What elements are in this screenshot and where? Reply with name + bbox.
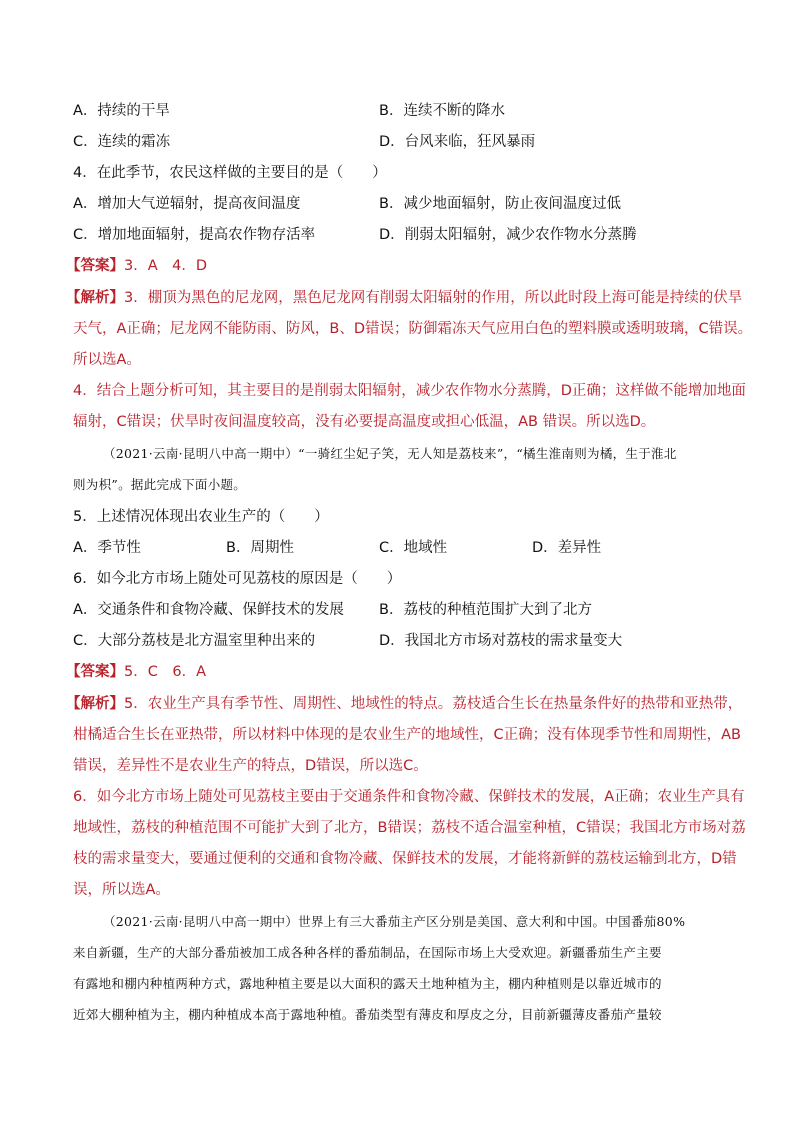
material-intro-2-line-1: （2021·云南·昆明八中高一期中）世界上有三大番茄主产区分别是美国、意大利和中国。中国番茄80% xyxy=(103,914,686,929)
answer-block-1 xyxy=(66,256,754,276)
q4-stem: 4．在此季节，农民这样做的主要目的是（ ） xyxy=(73,165,387,181)
q3-option-c: C．连续的霜冻 xyxy=(73,134,171,150)
q5-option-d: D．差异性 xyxy=(532,540,602,556)
material-intro-2-line-4: 近郊大棚种植为主，棚内种植成本高于露地种植。番茄类型有薄皮和厚皮之分，目前新疆薄皮番茄产量较 xyxy=(73,1007,662,1022)
q5-stem: 5．上述情况体现出农业生产的（ ） xyxy=(73,509,329,525)
analysis-1-line-3: 所以选A。 xyxy=(73,352,141,368)
analysis-2-line-4: 6．如今北方市场上随处可见荔枝主要由于交通条件和食物冷藏、保鲜技术的发展，A正确；农业生产具有 xyxy=(73,789,745,805)
q4-option-c: C．增加地面辐射，提高农作物存活率 xyxy=(73,227,316,243)
analysis-1-line-4: 4．结合上题分析可知，其主要目的是削弱太阳辐射，减少农作物水分蒸腾，D正确；这样做不能增加地面 xyxy=(73,383,746,399)
analysis-text: 5．农业生产具有季节性、周期性、地域性的特点。荔枝适合生长在热量条件好的热带和亚热带， xyxy=(124,696,743,712)
material-intro-1-line-1: （2021·云南·昆明八中高一期中）“一骑红尘妃子笑，无人知是荔枝来”，“橘生淮南则为橘，生于淮北 xyxy=(103,446,677,461)
analysis-1-line-2: 天气，A正确；尼龙网不能防雨、防风，B、D错误；防御霜冻天气应用白色的塑料膜或透明玻璃，C错误。 xyxy=(73,321,753,337)
analysis-2-line-5: 地域性，荔枝的种植范围不可能扩大到了北方，B错误；荔枝不适合温室种植，C错误；我国北方市场对荔 xyxy=(73,820,746,836)
q6-option-c: C．大部分荔枝是北方温室里种出来的 xyxy=(73,633,316,649)
answer-text: 5．C 6．A xyxy=(124,664,206,680)
analysis-2-line-6: 枝的需求量变大，要通过便利的交通和食物冷藏、保鲜技术的发展，才能将新鲜的荔枝运输到北方，D错 xyxy=(73,851,737,867)
q3-option-a: A．持续的干旱 xyxy=(73,103,170,119)
q3-option-b: B．连续不断的降水 xyxy=(379,103,505,119)
analysis-2-line-2: 柑橘适合生长在亚热带，所以材料中体现的是农业生产的地域性，C正确；没有体现季节性和周期性，AB xyxy=(73,727,741,743)
q4-option-d: D．削弱太阳辐射，减少农作物水分蒸腾 xyxy=(379,227,637,243)
q6-option-d: D．我国北方市场对荔枝的需求量变大 xyxy=(379,633,623,649)
answer-text: 3．A 4．D xyxy=(124,258,208,274)
material-intro-1-line-2: 则为枳”。据此完成下面小题。 xyxy=(73,477,247,492)
analysis-1-line-1 xyxy=(66,288,754,308)
answer-label: 【答案】 xyxy=(66,258,124,274)
analysis-2-line-1 xyxy=(66,694,754,714)
material-intro-2-line-2: 来自新疆，生产的大部分番茄被加工成各种各样的番茄制品，在国际市场上大受欢迎。新疆番茄生产主要 xyxy=(73,945,662,960)
q5-option-c: C．地域性 xyxy=(379,540,448,556)
analysis-label: 【解析】 xyxy=(66,290,124,306)
answer-block-2 xyxy=(66,662,754,682)
answer-label: 【答案】 xyxy=(66,664,124,680)
analysis-2-line-3: 错误，差异性不是农业生产的特点，D错误，所以选C。 xyxy=(73,758,428,774)
q4-option-a: A．增加大气逆辐射，提高夜间温度 xyxy=(73,196,301,212)
q6-stem: 6．如今北方市场上随处可见荔枝的原因是（ ） xyxy=(73,571,402,587)
q3-option-d: D．台风来临，狂风暴雨 xyxy=(379,134,536,150)
analysis-text: 3．棚顶为黑色的尼龙网，黑色尼龙网有削弱太阳辐射的作用，所以此时段上海可能是持续的伏旱 xyxy=(124,290,743,306)
material-intro-2-line-3: 有露地和棚内种植两种方式，露地种植主要是以大面积的露天土地种植为主，棚内种植则是以靠近城市的 xyxy=(73,976,662,991)
q4-option-b: B．减少地面辐射，防止夜间温度过低 xyxy=(379,196,621,212)
analysis-label: 【解析】 xyxy=(66,696,124,712)
q5-option-a: A．季节性 xyxy=(73,540,141,556)
q5-option-b: B．周期性 xyxy=(226,540,294,556)
analysis-2-line-7: 误，所以选A。 xyxy=(73,882,170,898)
q6-option-b: B．荔枝的种植范围扩大到了北方 xyxy=(379,602,592,618)
q6-option-a: A．交通条件和食物冷藏、保鲜技术的发展 xyxy=(73,602,344,618)
analysis-1-line-5: 辐射，C错误；伏旱时夜间温度较高，没有必要提高温度或担心低温，AB 错误。所以选D。 xyxy=(73,414,656,430)
